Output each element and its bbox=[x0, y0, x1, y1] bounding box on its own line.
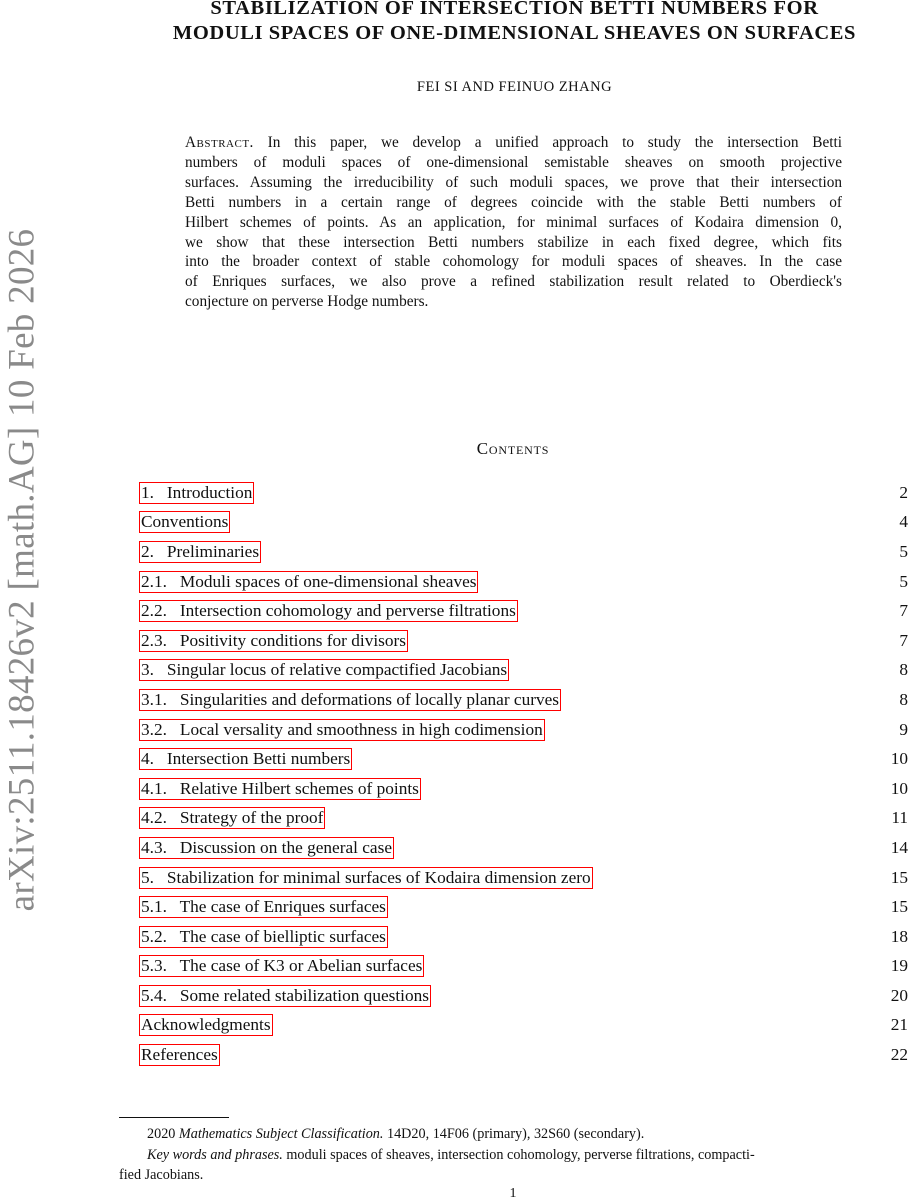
keywords-footnote-cont: fied Jacobians. bbox=[119, 1167, 204, 1183]
arxiv-identifier: arXiv:2511.18426v2 [math.AG] 10 Feb 2026 bbox=[1, 228, 43, 912]
table-of-contents bbox=[139, 478, 908, 1070]
footnotes bbox=[119, 1124, 909, 1186]
toc-entry bbox=[139, 596, 908, 626]
abstract-label: Abstract. bbox=[185, 134, 254, 151]
abstract-line: conjecture on perverse Hodge numbers. bbox=[185, 293, 429, 311]
toc-page-number: 7 bbox=[899, 630, 908, 650]
toc-entry bbox=[139, 804, 908, 834]
toc-link[interactable]: 4.3. Discussion on the general case bbox=[141, 837, 392, 857]
toc-entry bbox=[139, 981, 908, 1011]
toc-page-number: 2 bbox=[899, 482, 908, 502]
toc-link[interactable]: Conventions bbox=[141, 512, 229, 532]
toc-page-number: 8 bbox=[899, 689, 908, 709]
abstract-line: Abstract. In this paper, we develop a unified approach to study the intersection Betti bbox=[185, 134, 843, 151]
abstract-line: numbers of moduli spaces of one-dimensional semistable sheaves on smooth projective bbox=[185, 153, 842, 171]
toc-link[interactable]: Acknowledgments bbox=[141, 1015, 271, 1035]
toc-entry bbox=[139, 863, 908, 893]
abstract-line: we show that these intersection Betti numbers stabilize in each fixed degree, which fits bbox=[185, 233, 842, 251]
toc-entry bbox=[139, 508, 908, 538]
toc-page-number: 18 bbox=[890, 926, 908, 946]
toc-entry bbox=[139, 1040, 908, 1070]
toc-page-number: 10 bbox=[890, 749, 908, 769]
toc-link[interactable]: 1. Introduction bbox=[141, 482, 253, 502]
toc-page-number: 19 bbox=[890, 956, 908, 976]
toc-entry bbox=[139, 774, 908, 804]
toc-link[interactable]: 2. Preliminaries bbox=[141, 541, 260, 561]
toc-link[interactable]: 2.2. Intersection cohomology and perverse filtrations bbox=[141, 601, 516, 621]
abstract-line: into the broader context of stable cohomology for moduli spaces of sheaves. In the case bbox=[185, 253, 842, 271]
toc-link[interactable]: 5.2. The case of bielliptic surfaces bbox=[141, 926, 386, 946]
toc-entry bbox=[139, 922, 908, 952]
title-line-2: MODULI SPACES OF ONE-DIMENSIONAL SHEAVES ON SURFACES bbox=[172, 22, 857, 44]
toc-link[interactable]: 3.2. Local versality and smoothness in high codimension bbox=[141, 719, 543, 739]
toc-entry bbox=[139, 744, 908, 774]
toc-page-number: 21 bbox=[890, 1015, 908, 1035]
toc-page-number: 5 bbox=[899, 541, 908, 561]
toc-entry bbox=[139, 952, 908, 982]
toc-entry bbox=[139, 537, 908, 567]
toc-page-number: 22 bbox=[890, 1045, 908, 1065]
toc-page-number: 8 bbox=[899, 660, 908, 680]
toc-entry bbox=[139, 833, 908, 863]
toc-link[interactable]: 2.3. Positivity conditions for divisors bbox=[141, 630, 406, 650]
toc-link[interactable]: 3.1. Singularities and deformations of locally planar curves bbox=[141, 689, 559, 709]
toc-entry bbox=[139, 567, 908, 597]
footnote-rule bbox=[119, 1117, 229, 1118]
toc-link[interactable]: 5. Stabilization for minimal surfaces of Kodaira dimension zero bbox=[141, 867, 591, 887]
toc-link[interactable]: 5.1. The case of Enriques surfaces bbox=[141, 897, 386, 917]
toc-entry bbox=[139, 1011, 908, 1041]
authors: FEI SI AND FEINUO ZHANG bbox=[416, 79, 613, 95]
toc-page-number: 20 bbox=[890, 985, 908, 1005]
paper-title bbox=[120, 0, 909, 46]
toc-link[interactable]: 4.2. Strategy of the proof bbox=[141, 808, 324, 828]
toc-page-number: 10 bbox=[890, 778, 908, 798]
toc-link[interactable]: 5.4. Some related stabilization questions bbox=[141, 985, 429, 1005]
toc-link[interactable]: 2.1. Moduli spaces of one-dimensional sheaves bbox=[141, 571, 477, 591]
toc-link[interactable]: 3. Singular locus of relative compactified Jacobians bbox=[141, 660, 508, 680]
toc-page-number: 15 bbox=[890, 897, 908, 917]
msc-footnote: 2020 Mathematics Subject Classification. 14D20, 14F06 (primary), 32S60 (secondary). bbox=[147, 1126, 645, 1142]
toc-page-number: 11 bbox=[891, 808, 908, 828]
toc-page-number: 7 bbox=[899, 601, 908, 621]
toc-page-number: 5 bbox=[899, 571, 908, 591]
abstract-line: of Enriques surfaces, we also prove a refined stabilization result related to Oberdieck's bbox=[185, 273, 842, 291]
toc-page-number: 14 bbox=[890, 837, 908, 857]
toc-entry bbox=[139, 685, 908, 715]
abstract-line: surfaces. Assuming the irreducibility of such moduli spaces, we prove that their intersection bbox=[185, 173, 842, 191]
toc-page-number: 9 bbox=[899, 719, 908, 739]
keywords-footnote: Key words and phrases. moduli spaces of sheaves, intersection cohomology, perverse filtrations, compacti- bbox=[147, 1146, 755, 1163]
abstract-line: Betti numbers in a certain range of degrees coincide with the stable Betti numbers of bbox=[185, 193, 842, 211]
abstract bbox=[185, 133, 842, 312]
title-line-1: STABILIZATION OF INTERSECTION BETTI NUMBERS FOR bbox=[210, 0, 819, 19]
abstract-line: Hilbert schemes of points. As an application, for minimal surfaces of Kodaira dimension 0, bbox=[185, 213, 842, 231]
toc-entry bbox=[139, 715, 908, 745]
toc-link[interactable]: References bbox=[141, 1045, 218, 1065]
toc-entry bbox=[139, 656, 908, 686]
contents-heading: Contents bbox=[476, 439, 550, 458]
page-number: 1 bbox=[509, 1186, 517, 1201]
toc-entry bbox=[139, 892, 908, 922]
toc-entry bbox=[139, 478, 908, 508]
toc-page-number: 4 bbox=[899, 512, 908, 532]
toc-page-number: 15 bbox=[890, 867, 908, 887]
toc-entry bbox=[139, 626, 908, 656]
toc-link[interactable]: 4.1. Relative Hilbert schemes of points bbox=[141, 778, 419, 798]
toc-link[interactable]: 5.3. The case of K3 or Abelian surfaces bbox=[141, 956, 423, 976]
toc-link[interactable]: 4. Intersection Betti numbers bbox=[141, 749, 351, 769]
